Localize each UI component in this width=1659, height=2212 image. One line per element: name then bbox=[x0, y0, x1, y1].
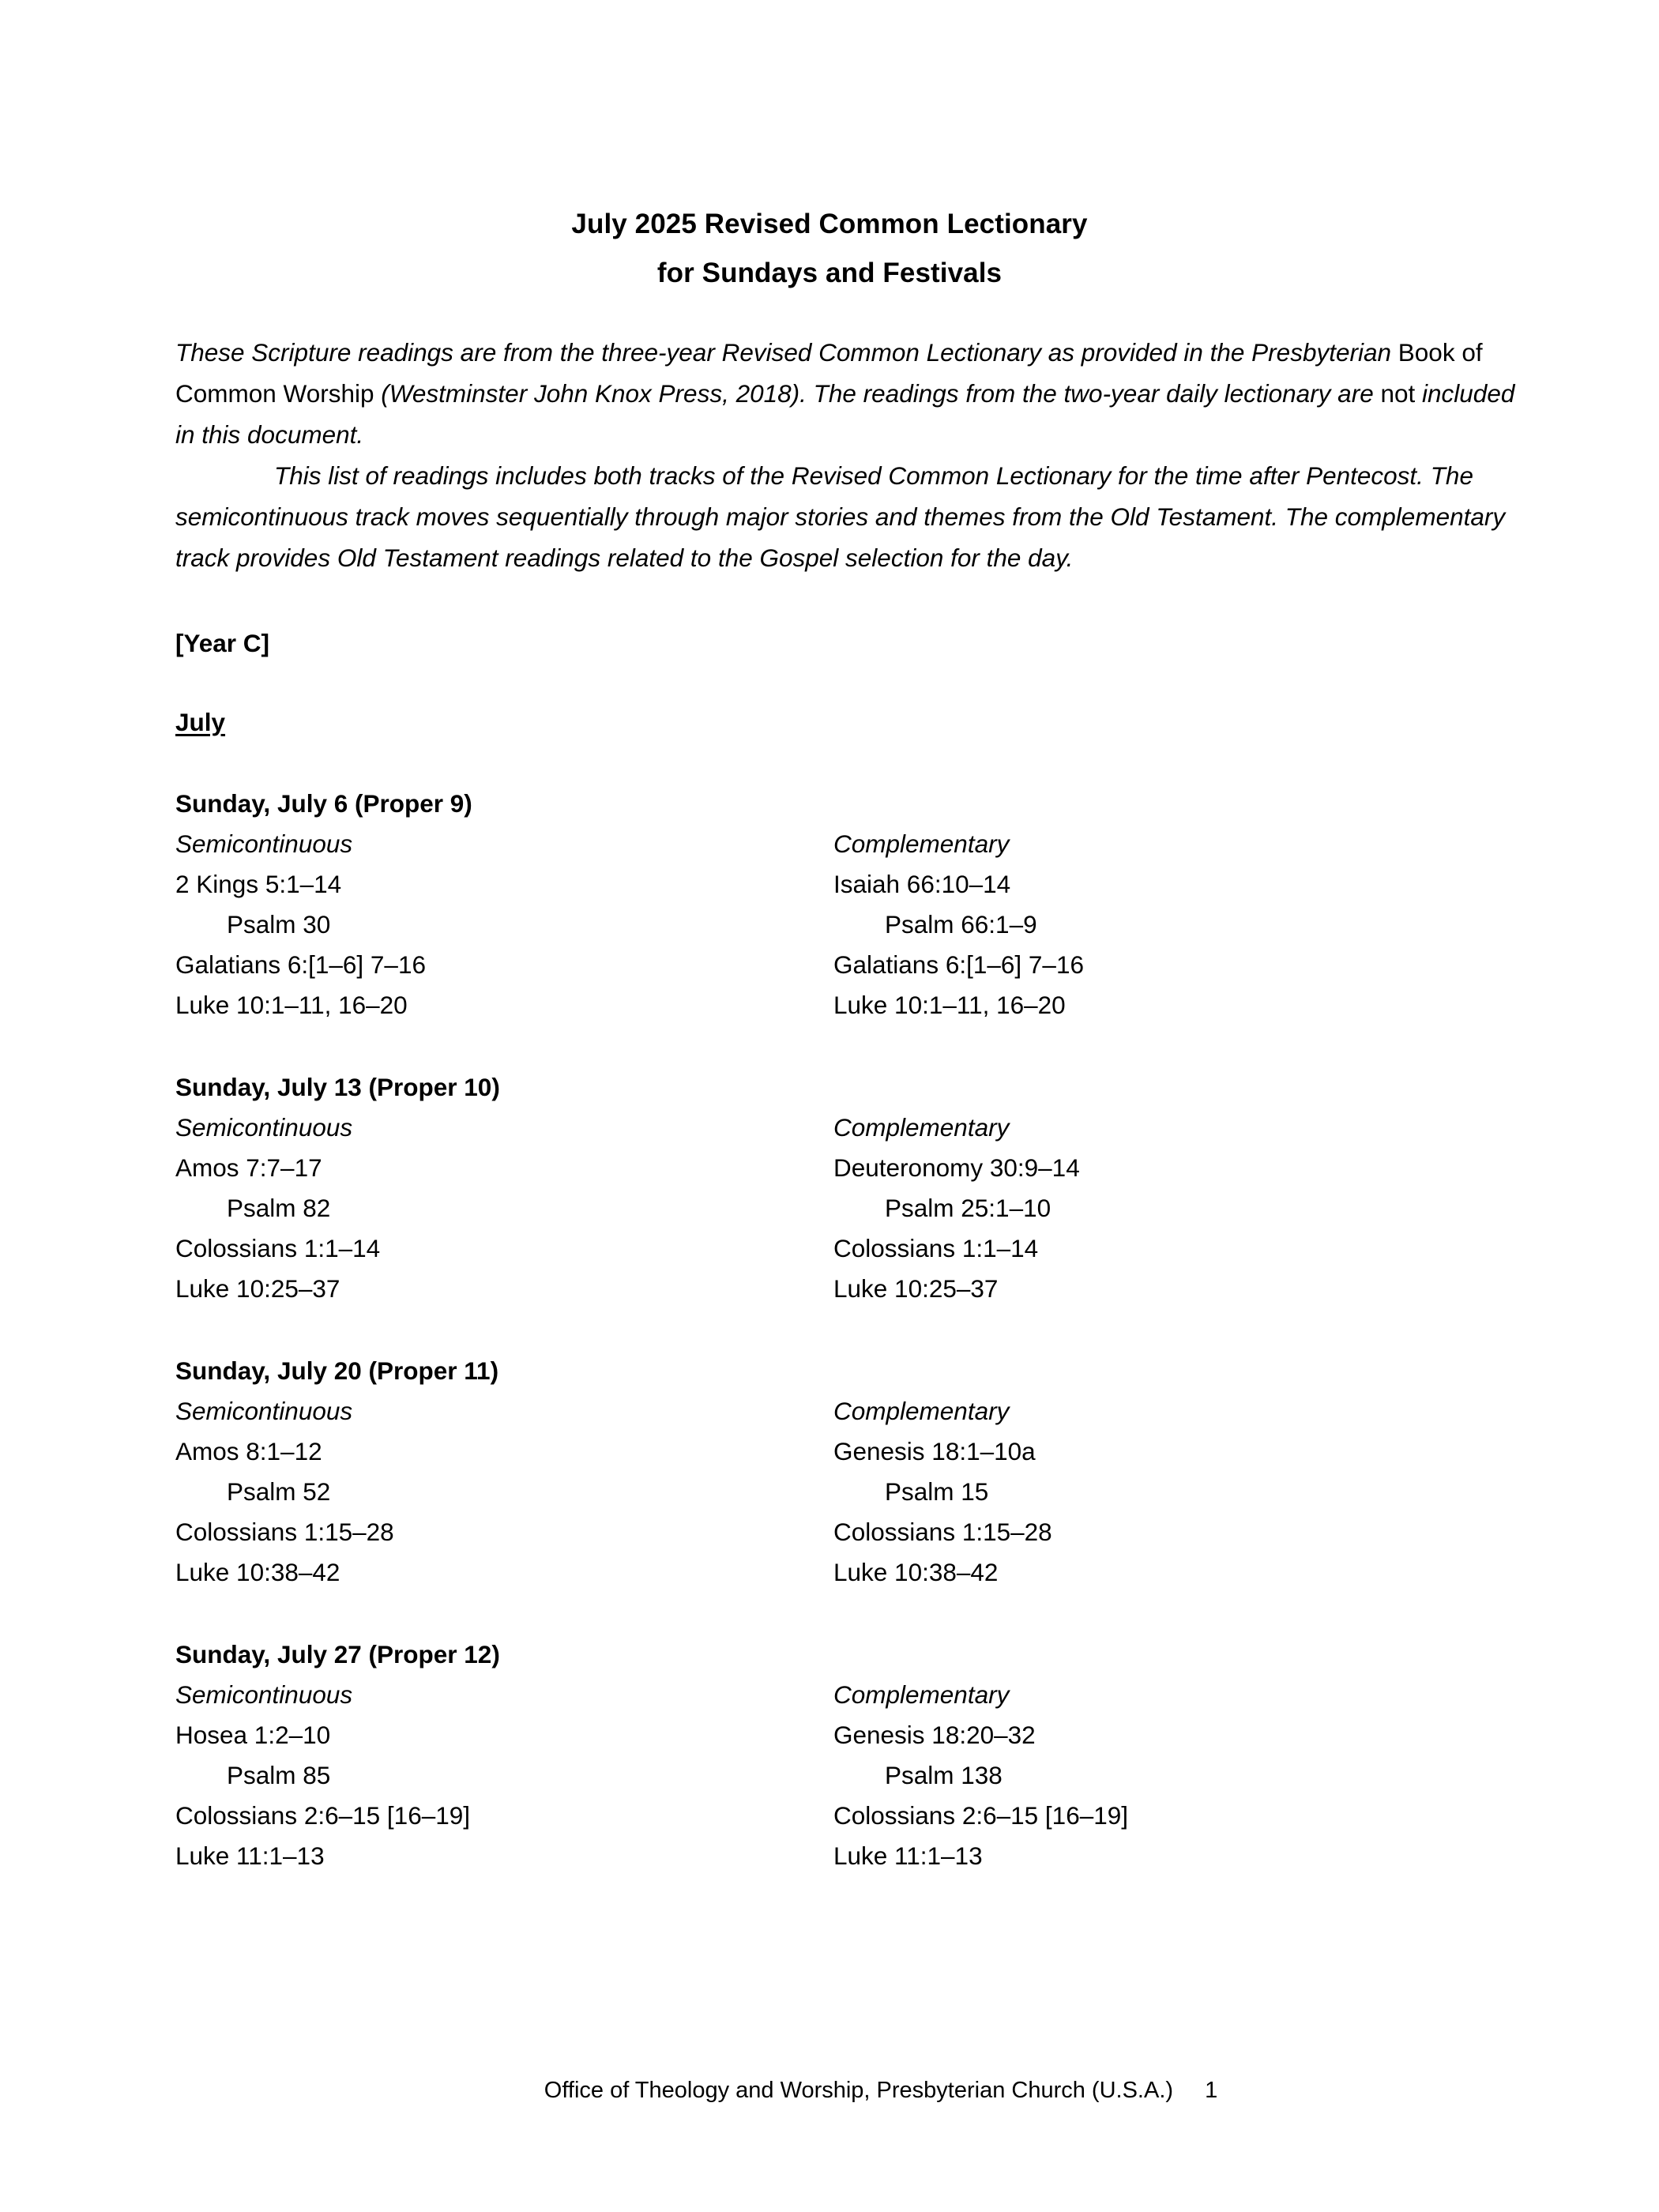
month-heading-wrap bbox=[175, 702, 1518, 743]
reading-psalm: Psalm 138 bbox=[885, 1761, 1003, 1789]
sunday-block-gap bbox=[175, 1025, 1518, 1067]
reading-line: Colossians 1:15–28 bbox=[833, 1518, 1052, 1546]
intro-p1-not: not bbox=[1380, 379, 1416, 408]
track-column-complementary bbox=[833, 1108, 1434, 1309]
track-label-complementary: Complementary bbox=[833, 830, 1010, 858]
track-label-semicontinuous: Semicontinuous bbox=[175, 1680, 353, 1709]
reading-line: Luke 10:38–42 bbox=[175, 1558, 340, 1586]
title-line-2: for Sundays and Festivals bbox=[656, 258, 1003, 288]
sunday-heading: Sunday, July 6 (Proper 9) bbox=[175, 789, 472, 818]
intro-paragraph-2: This list of readings includes both tracks of the Revised Common Lectionary for the time after Pentecost. The semicontinuous track moves sequentially through major stories and themes from the Old Testament. The complementary track provides Old Testament readings related to the Gospel selection for the day. bbox=[175, 461, 1506, 572]
reading-line: Colossians 2:6–15 [16–19] bbox=[175, 1801, 471, 1830]
reading-psalm: Psalm 66:1–9 bbox=[885, 910, 1037, 939]
reading-line: Colossians 2:6–15 [16–19] bbox=[833, 1801, 1129, 1830]
track-column-semicontinuous bbox=[175, 1108, 776, 1309]
reading-line: Galatians 6:[1–6] 7–16 bbox=[833, 950, 1084, 979]
track-column-semicontinuous bbox=[175, 1391, 776, 1593]
intro-p1-segment-1: These Scripture readings are from the three-year Revised Common Lectionary as provided in the bbox=[175, 338, 1252, 367]
reading-line: 2 Kings 5:1–14 bbox=[175, 870, 342, 898]
month-heading: July bbox=[175, 708, 226, 736]
track-label-semicontinuous: Semicontinuous bbox=[175, 830, 353, 858]
reading-line: Luke 10:1–11, 16–20 bbox=[833, 991, 1066, 1019]
reading-line: Luke 10:1–11, 16–20 bbox=[175, 991, 408, 1019]
sunday-heading: Sunday, July 27 (Proper 12) bbox=[175, 1640, 500, 1668]
reading-psalm: Psalm 25:1–10 bbox=[885, 1194, 1051, 1222]
sunday-list bbox=[175, 784, 1518, 1876]
intro-p1-segment-3: included in this document. bbox=[175, 379, 1515, 449]
reading-line: Luke 11:1–13 bbox=[175, 1841, 325, 1870]
track-columns bbox=[175, 1391, 1518, 1593]
reading-psalm: Psalm 30 bbox=[227, 910, 331, 939]
sunday-block-gap bbox=[175, 1309, 1518, 1351]
track-label-complementary: Complementary bbox=[833, 1113, 1010, 1142]
sunday-block bbox=[175, 1351, 1518, 1635]
track-columns bbox=[175, 1108, 1518, 1309]
track-label-semicontinuous: Semicontinuous bbox=[175, 1113, 353, 1142]
reading-line: Amos 8:1–12 bbox=[175, 1437, 322, 1465]
reading-line: Isaiah 66:10–14 bbox=[833, 870, 1011, 898]
reading-line: Luke 10:25–37 bbox=[833, 1274, 999, 1303]
reading-line: Amos 7:7–17 bbox=[175, 1153, 322, 1182]
track-columns bbox=[175, 824, 1518, 1025]
sunday-block-gap bbox=[175, 1593, 1518, 1635]
reading-line: Colossians 1:1–14 bbox=[175, 1234, 381, 1262]
intro-paragraph-1 bbox=[175, 332, 1518, 455]
reading-psalm: Psalm 82 bbox=[227, 1194, 331, 1222]
footer-attribution: Office of Theology and Worship, Presbyterian Church (U.S.A.) bbox=[544, 2078, 1174, 2103]
track-column-semicontinuous bbox=[175, 824, 776, 1025]
intro-p1-book-of-common-worship: Book of Common Worship bbox=[175, 338, 1483, 408]
track-columns bbox=[175, 1675, 1518, 1876]
footer-inner bbox=[442, 2078, 1217, 2104]
year-heading: [Year C] bbox=[175, 629, 270, 657]
footer-page-number: 1 bbox=[1205, 2078, 1218, 2103]
intro-p1-presbyterian: Presbyterian bbox=[1251, 338, 1392, 367]
sunday-block bbox=[175, 1067, 1518, 1351]
spacer-after-month bbox=[175, 743, 1518, 784]
track-label-semicontinuous: Semicontinuous bbox=[175, 1397, 353, 1425]
track-column-complementary bbox=[833, 1675, 1434, 1876]
reading-line: Colossians 1:1–14 bbox=[833, 1234, 1039, 1262]
reading-line: Luke 10:38–42 bbox=[833, 1558, 999, 1586]
track-column-complementary bbox=[833, 824, 1434, 1025]
reading-line: Genesis 18:1–10a bbox=[833, 1437, 1036, 1465]
reading-line: Colossians 1:15–28 bbox=[175, 1518, 394, 1546]
reading-line: Luke 11:1–13 bbox=[833, 1841, 983, 1870]
sunday-heading: Sunday, July 20 (Proper 11) bbox=[175, 1356, 499, 1385]
document-body bbox=[175, 332, 1518, 1876]
reading-line: Luke 10:25–37 bbox=[175, 1274, 340, 1303]
sunday-block bbox=[175, 784, 1518, 1067]
page-footer bbox=[0, 2078, 1659, 2104]
reading-line: Genesis 18:20–32 bbox=[833, 1721, 1036, 1749]
reading-psalm: Psalm 85 bbox=[227, 1761, 331, 1789]
title-line-1: July 2025 Revised Common Lectionary bbox=[571, 209, 1088, 239]
spacer-after-year bbox=[175, 664, 1518, 702]
reading-line: Galatians 6:[1–6] 7–16 bbox=[175, 950, 426, 979]
sunday-block bbox=[175, 1635, 1518, 1876]
track-column-complementary bbox=[833, 1391, 1434, 1593]
reading-psalm: Psalm 15 bbox=[885, 1477, 989, 1506]
track-label-complementary: Complementary bbox=[833, 1397, 1010, 1425]
reading-psalm: Psalm 52 bbox=[227, 1477, 331, 1506]
intro-p1-segment-2: (Westminster John Knox Press, 2018). The readings from the two-year daily lectionary are bbox=[381, 379, 1381, 408]
track-label-complementary: Complementary bbox=[833, 1680, 1010, 1709]
reading-line: Hosea 1:2–10 bbox=[175, 1721, 331, 1749]
track-column-semicontinuous bbox=[175, 1675, 776, 1876]
sunday-heading: Sunday, July 13 (Proper 10) bbox=[175, 1073, 500, 1101]
spacer-after-intro bbox=[175, 578, 1518, 619]
reading-line: Deuteronomy 30:9–14 bbox=[833, 1153, 1080, 1182]
document-title bbox=[0, 200, 1659, 298]
